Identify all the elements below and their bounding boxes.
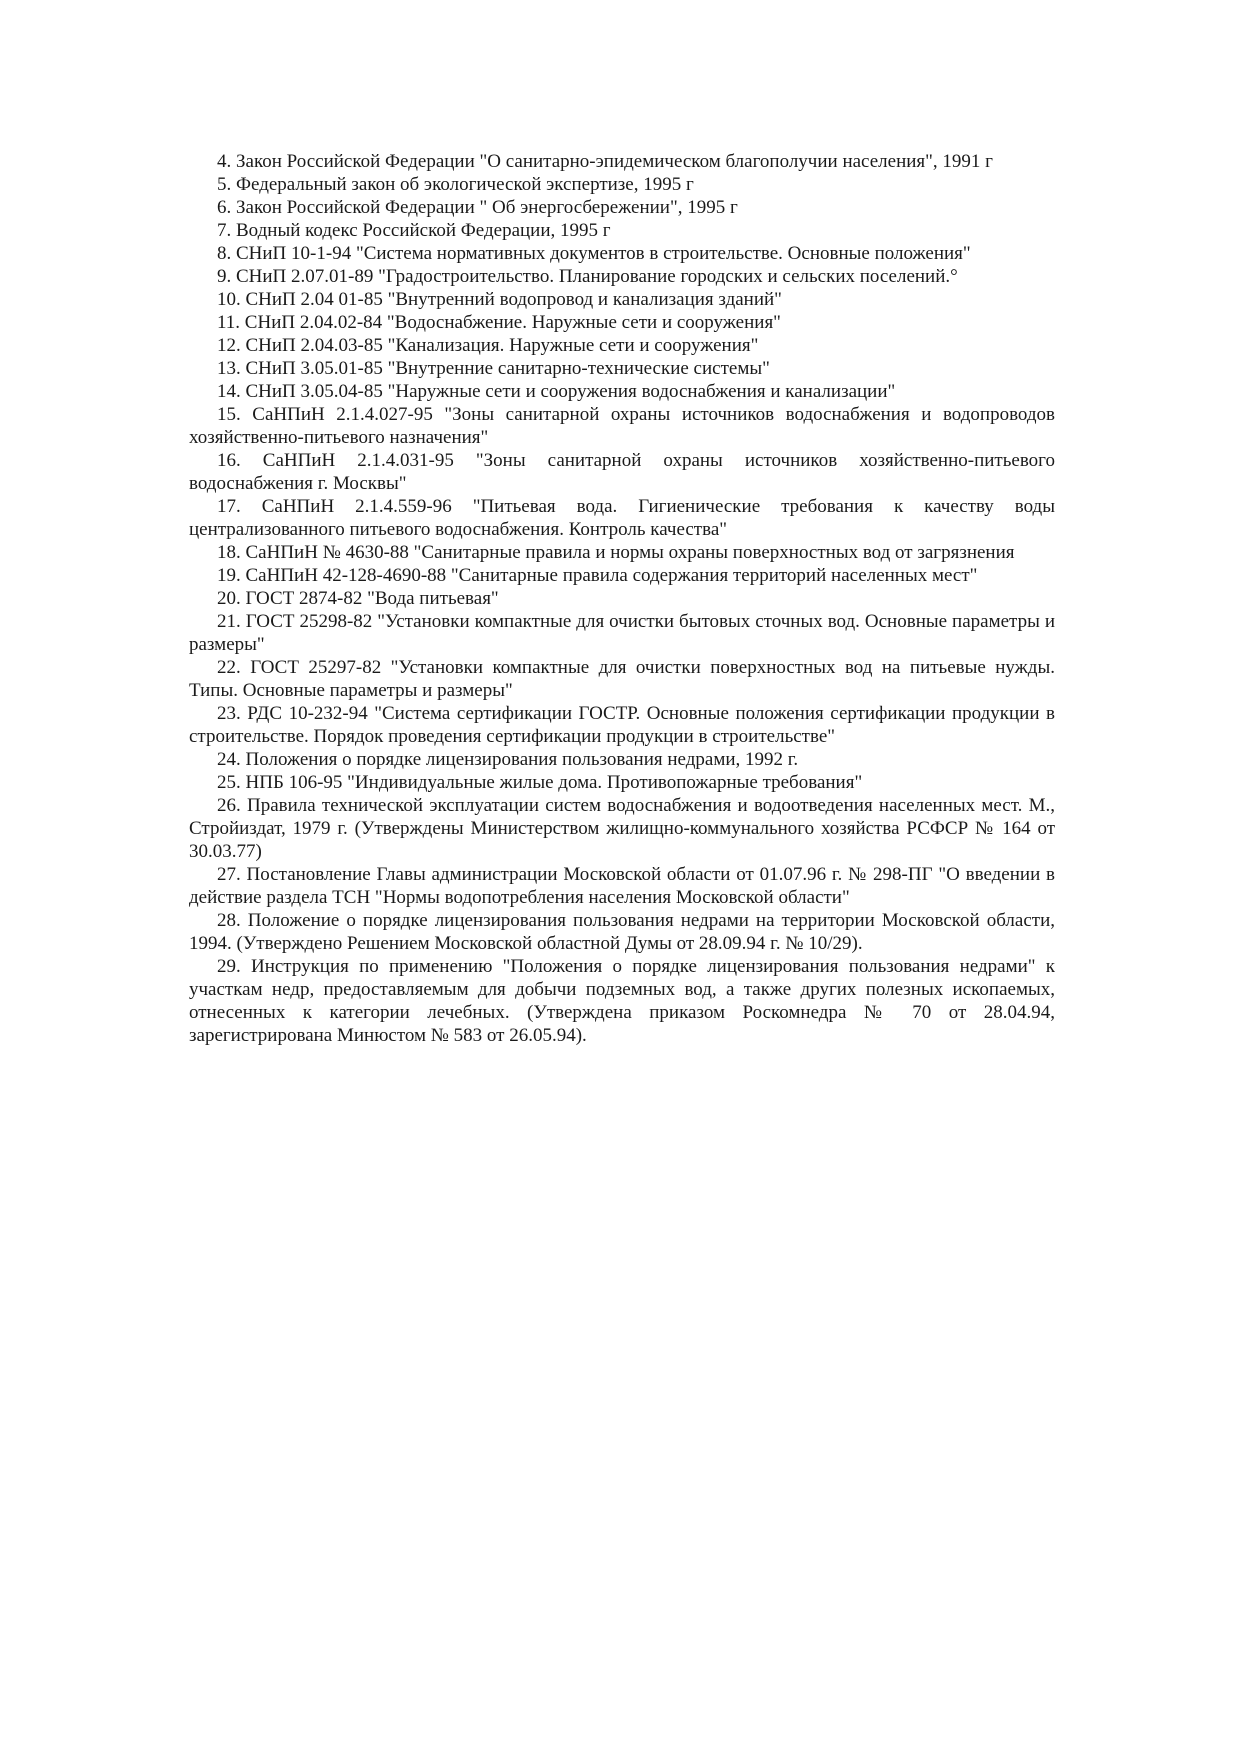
reference-item: 26. Правила технической эксплуатации систем водоснабжения и водоотведения населенных мест. М., Стройиздат, 1979 г. (Утверждены Министерством жилищно-коммунального хозяйства РСФСР № 164 от 30.03.77) (189, 795, 1055, 862)
reference-item: 20. ГОСТ 2874-82 "Вода питьевая" (217, 588, 499, 609)
reference-item: 10. СНиП 2.04 01-85 "Внутренний водопровод и канализация зданий" (217, 289, 782, 310)
reference-item: 22. ГОСТ 25297-82 "Установки компактные для очистки поверхностных вод на питьевые нужды. Типы. Основные параметры и размеры" (189, 657, 1055, 701)
reference-item: 15. СаНПиН 2.1.4.027-95 "Зоны санитарной охраны источников водоснабжения и водопроводов хозяйственно-питьевого назначения" (189, 404, 1055, 448)
reference-item: 25. НПБ 106-95 "Индивидуальные жилые дома. Противопожарные требования" (217, 772, 863, 793)
reference-list (189, 150, 1055, 1047)
reference-item: 17. СаНПиН 2.1.4.559-96 "Питьевая вода. Гигиенические требования к качеству воды централизованного питьевого водоснабжения. Контроль качества" (189, 496, 1055, 540)
reference-item: 24. Положения о порядке лицензирования пользования недрами, 1992 г. (217, 749, 799, 770)
reference-item: 29. Инструкция по применению "Положения о порядке лицензирования пользования недрами" к участкам недр, предоставляемым для добычи подземных вод, а также других полезных ископаемых, отнесенных к категории лечебных. (Утверждена приказом Роскомнедра № 70 от 28.04.94, зарегистрирована Минюстом № 583 от 26.05.94). (189, 956, 1055, 1046)
reference-item: 14. СНиП 3.05.04-85 "Наружные сети и сооружения водоснабжения и канализации" (217, 381, 896, 402)
reference-item: 6. Закон Российской Федерации " Об энергосбережении", 1995 г (217, 197, 738, 218)
reference-item: 5. Федеральный закон об экологической экспертизе, 1995 г (217, 174, 694, 195)
reference-item: 8. СНиП 10-1-94 "Система нормативных документов в строительстве. Основные положения" (217, 243, 971, 264)
reference-item: 27. Постановление Главы администрации Московской области от 01.07.96 г. № 298-ПГ "О введении в действие раздела ТСН "Нормы водопотребления населения Московской области" (189, 864, 1055, 908)
reference-item: 12. СНиП 2.04.03-85 "Канализация. Наружные сети и сооружения" (217, 335, 759, 356)
reference-item: 18. СаНПиН № 4630-88 "Санитарные правила и нормы охраны поверхностных вод от загрязнения (217, 542, 1015, 563)
reference-item: 9. СНиП 2.07.01-89 "Градостроительство. Планирование городских и сельских поселений.° (217, 266, 958, 287)
reference-item: 23. РДС 10-232-94 "Система сертификации ГОСТР. Основные положения сертификации продукции в строительстве. Порядок проведения сертификации продукции в строительстве" (189, 703, 1055, 747)
reference-item: 16. СаНПиН 2.1.4.031-95 "Зоны санитарной охраны источников хозяйственно-питьевого водоснабжения г. Москвы" (189, 450, 1055, 494)
reference-item: 11. СНиП 2.04.02-84 "Водоснабжение. Наружные сети и сооружения" (217, 312, 781, 333)
reference-item: 13. СНиП 3.05.01-85 "Внутренние санитарно-технические системы" (217, 358, 770, 379)
reference-item: 28. Положение о порядке лицензирования пользования недрами на территории Московской области, 1994. (Утверждено Решением Московской областной Думы от 28.09.94 г. № 10/29). (189, 910, 1055, 954)
reference-item: 21. ГОСТ 25298-82 "Установки компактные для очистки бытовых сточных вод. Основные параметры и размеры" (189, 611, 1055, 655)
reference-item: 19. СаНПиН 42-128-4690-88 "Санитарные правила содержания территорий населенных мест" (217, 565, 978, 586)
reference-item: 7. Водный кодекс Российской Федерации, 1995 г (217, 220, 611, 241)
reference-item: 4. Закон Российской Федерации "О санитарно-эпидемическом благополучии населения", 1991 г (217, 151, 993, 172)
